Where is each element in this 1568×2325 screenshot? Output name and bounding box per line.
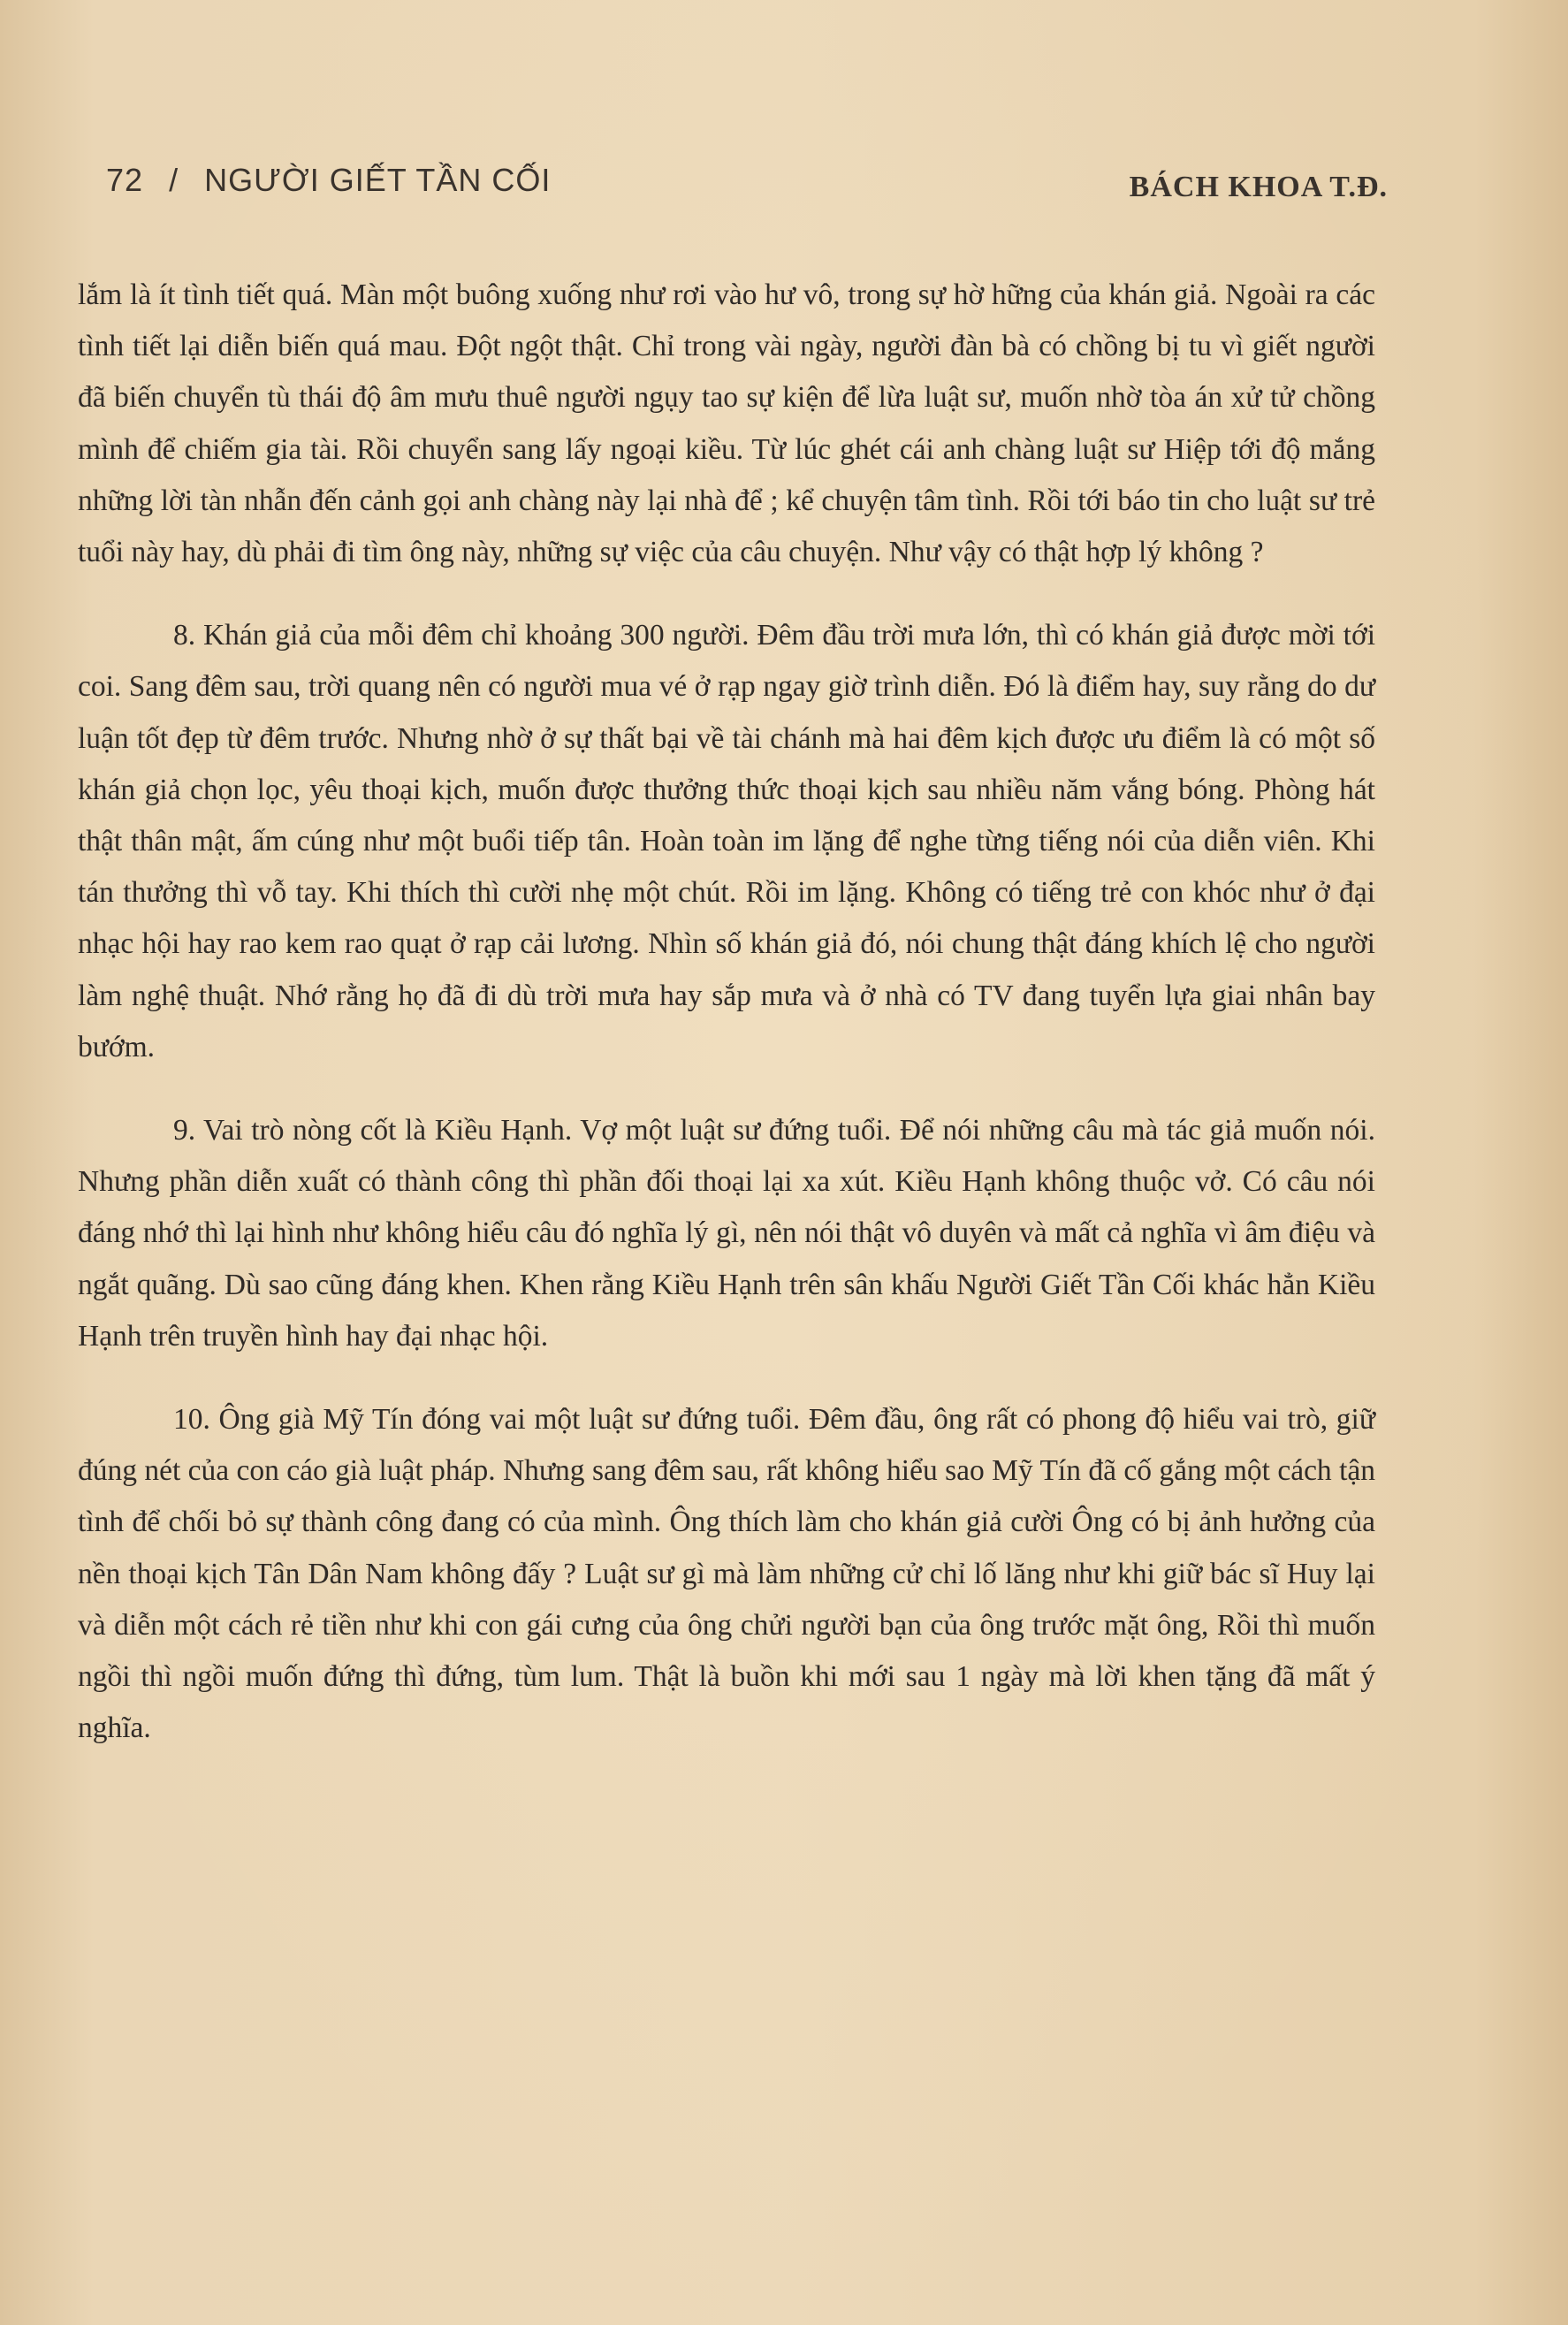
publication-name: BÁCH KHOA T.Đ. [1129, 171, 1388, 203]
header-left [106, 162, 567, 199]
running-title: NGƯỜI GIẾT TẦN CỐI [204, 162, 552, 198]
article-body [78, 270, 1375, 1754]
running-header [106, 162, 1388, 211]
page-number: 72 [106, 162, 144, 198]
paragraph-8: 8. Khán giả của mỗi đêm chỉ khoảng 300 người. Đêm đầu trời mưa lớn, thì có khán giả được mời tới coi. Sang đêm sau, trời quang nên có người mua vé ở rạp ngay giờ trình diễn. Đó là điểm hay, suy rằng do dư luận tốt đẹp từ đêm trước. Nhưng nhờ ở sự thất bại về tài chánh mà hai đêm kịch được ưu điểm là có một số khán giả chọn lọc, yêu thoại kịch, muốn được thưởng thức thoại kịch sau nhiều năm vắng bóng. Phòng hát thật thân mật, ấm cúng như một buổi tiếp tân. Hoàn toàn im lặng để nghe từng tiếng nói của diễn viên. Khi tán thưởng thì vỗ tay. Khi thích thì cười nhẹ một chút. Rồi im lặng. Không có tiếng trẻ con khóc như ở đại nhạc hội hay rao kem rao quạt ở rạp cải lương. Nhìn số khán giả đó, nói chung thật đáng khích lệ cho người làm nghệ thuật. Nhớ rằng họ đã đi dù trời mưa hay sắp mưa và ở nhà có TV đang tuyển lựa giai nhân bay bướm. [78, 619, 1375, 1063]
paragraph-continued: lắm là ít tình tiết quá. Màn một buông xuống như rơi vào hư vô, trong sự hờ hững của khán giả. Ngoài ra các tình tiết lại diễn biến quá mau. Đột ngột thật. Chỉ trong vài ngày, người đàn bà có chồng bị tu vì giết người đã biến chuyển tù thái độ âm mưu thuê người ngụy tao sự kiện để lừa luật sư, muốn nhờ tòa án xử tử chồng mình để chiếm gia tài. Rồi chuyển sang lấy ngoại kiều. Từ lúc ghét cái anh chàng luật sư Hiệp tới độ mắng những lời tàn nhẫn đến cảnh gọi anh chàng này lại nhà để ; kể chuyện tâm tình. Rồi tới báo tin cho luật sư trẻ tuổi này hay, dù phải đi tìm ông này, những sự việc của câu chuyện. Như vậy có thật hợp lý không ? [78, 278, 1375, 569]
paragraph-10: 10. Ông già Mỹ Tín đóng vai một luật sư đứng tuổi. Đêm đầu, ông rất có phong độ hiểu vai trò, giữ đúng nét của con cáo già luật pháp. Nhưng sang đêm sau, rất không hiểu sao Mỹ Tín đã cố gắng một cách tận tình để chối bỏ sự thành công đang có của mình. Ông thích làm cho khán giả cười Ông có bị ảnh hưởng của nền thoại kịch Tân Dân Nam không đấy ? Luật sư gì mà làm những cử chỉ lố lăng như khi giữ bác sĩ Huy lại và diễn một cách rẻ tiền như khi con gái cưng của ông chửi người bạn của ông trước mặt ông, Rồi thì muốn ngồi thì ngồi muốn đứng thì đứng, tùm lum. Thật là buồn khi mới sau 1 ngày mà lời khen tặng đã mất ý nghĩa. [78, 1403, 1375, 1745]
header-separator: / [169, 162, 179, 198]
paragraph-9: 9. Vai trò nòng cốt là Kiều Hạnh. Vợ một luật sư đứng tuổi. Để nói những câu mà tác giả muốn nói. Nhưng phần diễn xuất có thành công thì phần đối thoại lại xa xút. Kiều Hạnh không thuộc vở. Có câu nói đáng nhớ thì lại hình như không hiểu câu đó nghĩa lý gì, nên nói thật vô duyên và mất cả nghĩa vì âm điệu và ngắt quãng. Dù sao cũng đáng khen. Khen rằng Kiều Hạnh trên sân khấu Người Giết Tần Cối khác hẳn Kiều Hạnh trên truyền hình hay đại nhạc hội. [78, 1114, 1375, 1353]
